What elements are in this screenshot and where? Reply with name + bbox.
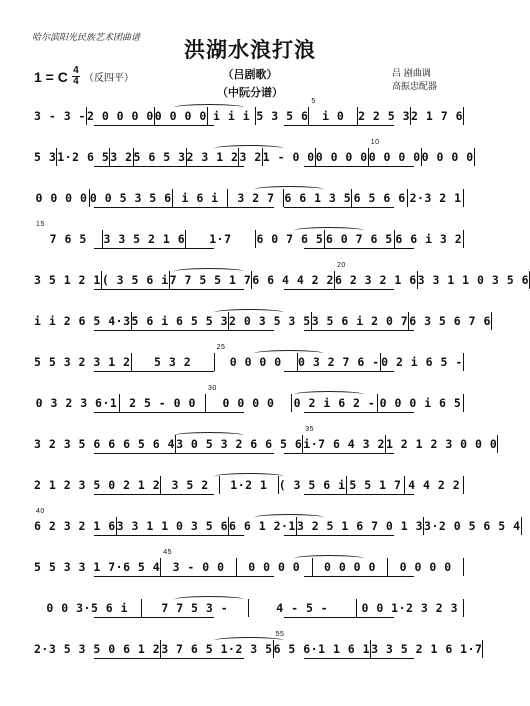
measure: 3 2: [239, 150, 262, 164]
beam-underline: [304, 248, 414, 249]
beam-underline: [94, 412, 244, 413]
measure: 3 3 1 1 0 3 5 6: [116, 519, 229, 533]
measure: 2 1 7 6: [411, 109, 463, 123]
measure: 2 2 5 3: [358, 109, 411, 123]
measure-number: 25: [216, 344, 226, 351]
slur-mark: [174, 268, 244, 275]
measure: i 6 i: [181, 191, 219, 205]
measure: 0 0 0 0 25: [216, 344, 282, 369]
tuning-label: （反四平）: [83, 73, 134, 84]
measure: 6 3 5 6 7 6: [409, 314, 491, 328]
beam-underline: [94, 658, 244, 659]
measure: 4 4 2 2: [408, 478, 461, 492]
measure: 3 7 6 5 1·2 3 5: [161, 642, 273, 656]
measure: 0 0 3·5 6 i: [46, 601, 129, 615]
beam-underline: [284, 125, 394, 126]
measure: 3 5 6 i 2 0 7: [311, 314, 409, 328]
slur-mark: [294, 227, 364, 234]
measure: ( 3 5 6 i: [101, 273, 169, 287]
notation-line: [34, 549, 464, 575]
measure-number: 35: [305, 426, 315, 433]
measure: 0 3 2 7 6 -: [297, 355, 380, 369]
measure: 0 0 0 0: [421, 150, 474, 164]
slur-mark: [254, 514, 324, 521]
barline-end: [497, 435, 498, 453]
barline-end: [463, 476, 464, 494]
measure-number: 30: [208, 385, 217, 392]
beam-underline: [304, 494, 414, 495]
barline-end: [463, 189, 464, 207]
measure: 5 6 5 3: [133, 150, 186, 164]
slur-mark: [174, 596, 244, 603]
subtitle: （吕剧歌）: [222, 69, 278, 81]
measure: 3 2 3 5 6 6 6 5 6 4: [34, 437, 176, 451]
slur-mark: [254, 186, 324, 193]
beam-underline: [94, 289, 244, 290]
measure-number: 45: [163, 549, 172, 556]
slur-mark: [214, 637, 284, 644]
slur-mark: [174, 432, 244, 439]
measure: 5 3 5 6: [256, 109, 309, 123]
beam-underline: [94, 166, 244, 167]
barline-end: [463, 353, 464, 371]
measure: 2 1 2 3 5 0 2 1 2: [34, 478, 161, 492]
measure: 5 3: [34, 150, 57, 164]
beam-underline: [94, 207, 274, 208]
measure: 6 6 1 2·1: [229, 519, 296, 533]
beam-underline: [94, 576, 274, 577]
slur-mark: [174, 104, 244, 111]
slur-mark: [254, 350, 324, 357]
measure: 0 0 0 0: [248, 560, 301, 574]
part-version: （中阮分谱）: [217, 87, 283, 99]
notation-line: [34, 600, 464, 616]
measure: i·7 6 4 3 2 35: [303, 426, 385, 451]
measure: 3·2 0 5 6 5 4: [424, 519, 521, 533]
measure: i 0 5: [311, 98, 345, 123]
key-label: 1 = C: [34, 68, 68, 85]
measure: 0 0 5 3 5 6: [89, 191, 172, 205]
notation-line: [34, 508, 521, 534]
measure-number: 55: [275, 631, 285, 638]
measure-number: 20: [336, 262, 346, 269]
measure: 3 3 1 1 0 3 5 6: [417, 273, 529, 287]
beam-underline: [304, 330, 414, 331]
credit-arranger: 高振忠配器: [392, 82, 438, 92]
publisher-label: 哈尔滨阳光民族艺术团曲谱: [32, 32, 141, 42]
measure: 3 0 5 3 2 6 6 5 6: [176, 437, 303, 451]
measure: 6 2 3 2 1 6 20: [334, 262, 417, 287]
slur-mark: [294, 555, 364, 562]
notation-line: [34, 221, 464, 247]
time-top: 4: [73, 65, 79, 76]
measure: 1 - 0 0: [262, 150, 315, 164]
measure-number: 40: [36, 508, 45, 515]
measure: 6 0 7 6 5: [325, 232, 393, 246]
measure: 0 0 1·2 3 2 3: [361, 601, 458, 615]
measure: 5 3 2: [154, 355, 192, 369]
measure: 6 0 7 6 5: [256, 232, 324, 246]
beam-underline: [94, 248, 214, 249]
beam-underline: [304, 576, 414, 577]
measure: 3 2 5 1 6 7 0 1 3: [296, 519, 424, 533]
measure: 0 0 0 0 10: [368, 139, 421, 164]
barline-end: [463, 230, 464, 248]
measure: 7 6 5 15: [36, 221, 87, 246]
measure: 6 5 6 6: [353, 191, 406, 205]
measure: 3 - 3 -: [34, 109, 86, 123]
measure: 3 3 5 2 1 6: [103, 232, 186, 246]
time-bottom: 4: [73, 76, 79, 87]
beam-underline: [284, 535, 394, 536]
measure: 2·3 2 1: [409, 191, 462, 205]
beam-underline: [284, 371, 394, 372]
measure: 0 0 0 i 6 5: [379, 396, 462, 410]
measure-number: 10: [370, 139, 380, 146]
measure: i i i: [213, 109, 251, 123]
measure-number: 15: [36, 221, 45, 228]
measure-number: 5: [311, 98, 316, 105]
measure: 0 2 i 6 2 -: [293, 396, 376, 410]
measure: 0 0 0 0: [399, 560, 452, 574]
measure: 0 0 0 0 30: [208, 385, 275, 410]
notation-line: [34, 426, 498, 452]
measure: 6 6 4 4 2 2: [252, 273, 334, 287]
beam-underline: [94, 371, 214, 372]
measure: 1·2 1: [230, 478, 268, 492]
measure: 0 0 0 0: [315, 150, 368, 164]
measure: i i 2 6 5 4·3: [34, 314, 131, 328]
slur-mark: [214, 473, 284, 480]
beam-underline: [94, 453, 274, 454]
slur-mark: [214, 145, 284, 152]
measure: 6 2 3 2 1 6 40: [34, 508, 116, 533]
barline-end: [463, 107, 464, 125]
measure: 1 2 1 2 3 0 0 0: [385, 437, 498, 451]
beam-underline: [94, 125, 214, 126]
beam-underline: [284, 207, 394, 208]
notation-line: [34, 190, 464, 206]
measure: 2 0 0 0 0: [86, 109, 154, 123]
measure: 3 3 5 2 1 6 1·7: [371, 642, 483, 656]
measure: 0 2 i 6 5 -: [381, 355, 463, 369]
barline-end: [491, 312, 492, 330]
notation-line: [34, 385, 464, 411]
beam-underline: [284, 289, 394, 290]
slur-mark: [214, 309, 284, 316]
beam-underline: [284, 617, 394, 618]
measure: 0 3 2 3 6·1: [35, 396, 118, 410]
measure: 0 0 0 0: [35, 191, 88, 205]
beam-underline: [94, 330, 274, 331]
measure: 2 5 - 0 0: [129, 396, 196, 410]
barline-end: [521, 517, 522, 535]
measure: 6 6 1 3 5: [284, 191, 352, 205]
measure: 1·2 6 5: [57, 150, 110, 164]
measure: 0 0 0 0: [154, 109, 207, 123]
measure: 3 2: [110, 150, 133, 164]
beam-underline: [94, 535, 244, 536]
measure: 6 5 6·1 1 6 1 55: [273, 631, 371, 656]
beam-underline: [304, 166, 414, 167]
notation-line: [34, 262, 529, 288]
credit-composer: 吕 剧曲调: [392, 69, 431, 79]
measure: 3 2 7: [237, 191, 275, 205]
measure: 2·3 5 3 5 0 6 1 2: [34, 642, 161, 656]
beam-underline: [304, 658, 414, 659]
notation-line: [34, 98, 464, 124]
measure: 7 7 5 5 1 7: [169, 273, 252, 287]
measure: 5 5 1 7: [349, 478, 402, 492]
measure: 7 7 5 3 -: [161, 601, 229, 615]
barline-end: [474, 148, 475, 166]
beam-underline: [94, 494, 214, 495]
measure: 2 0 3 5 3 5: [229, 314, 311, 328]
measure: 4 - 5 -: [276, 601, 329, 615]
slur-mark: [294, 391, 364, 398]
barline-end: [463, 599, 464, 617]
measure: 3 5 1 2 1: [34, 273, 101, 287]
barline-end: [463, 394, 464, 412]
barline-end: [482, 640, 483, 658]
measure: 2 3 1 2: [186, 150, 239, 164]
page-title: 洪湖水浪打浪: [184, 38, 316, 62]
beam-underline: [284, 453, 394, 454]
measure: 5 5 3 3 1 7·6 5 4: [34, 560, 161, 574]
credits: [392, 68, 437, 94]
measure: 3 5 2: [171, 478, 209, 492]
measure: 0 0 0 0: [323, 560, 376, 574]
barline-end: [463, 558, 464, 576]
measure: 5 6 i 6 5 5 3: [131, 314, 229, 328]
notation-line: [34, 344, 464, 370]
measure: 1·7: [209, 232, 232, 246]
beam-underline: [304, 412, 414, 413]
measure: 3 - 0 0 45: [163, 549, 225, 574]
measure: 6 6 i 3 2: [395, 232, 463, 246]
measure: ( 3 5 6 i: [278, 478, 346, 492]
beam-underline: [94, 617, 214, 618]
measure: 5 5 3 2 3 1 2: [34, 355, 131, 369]
